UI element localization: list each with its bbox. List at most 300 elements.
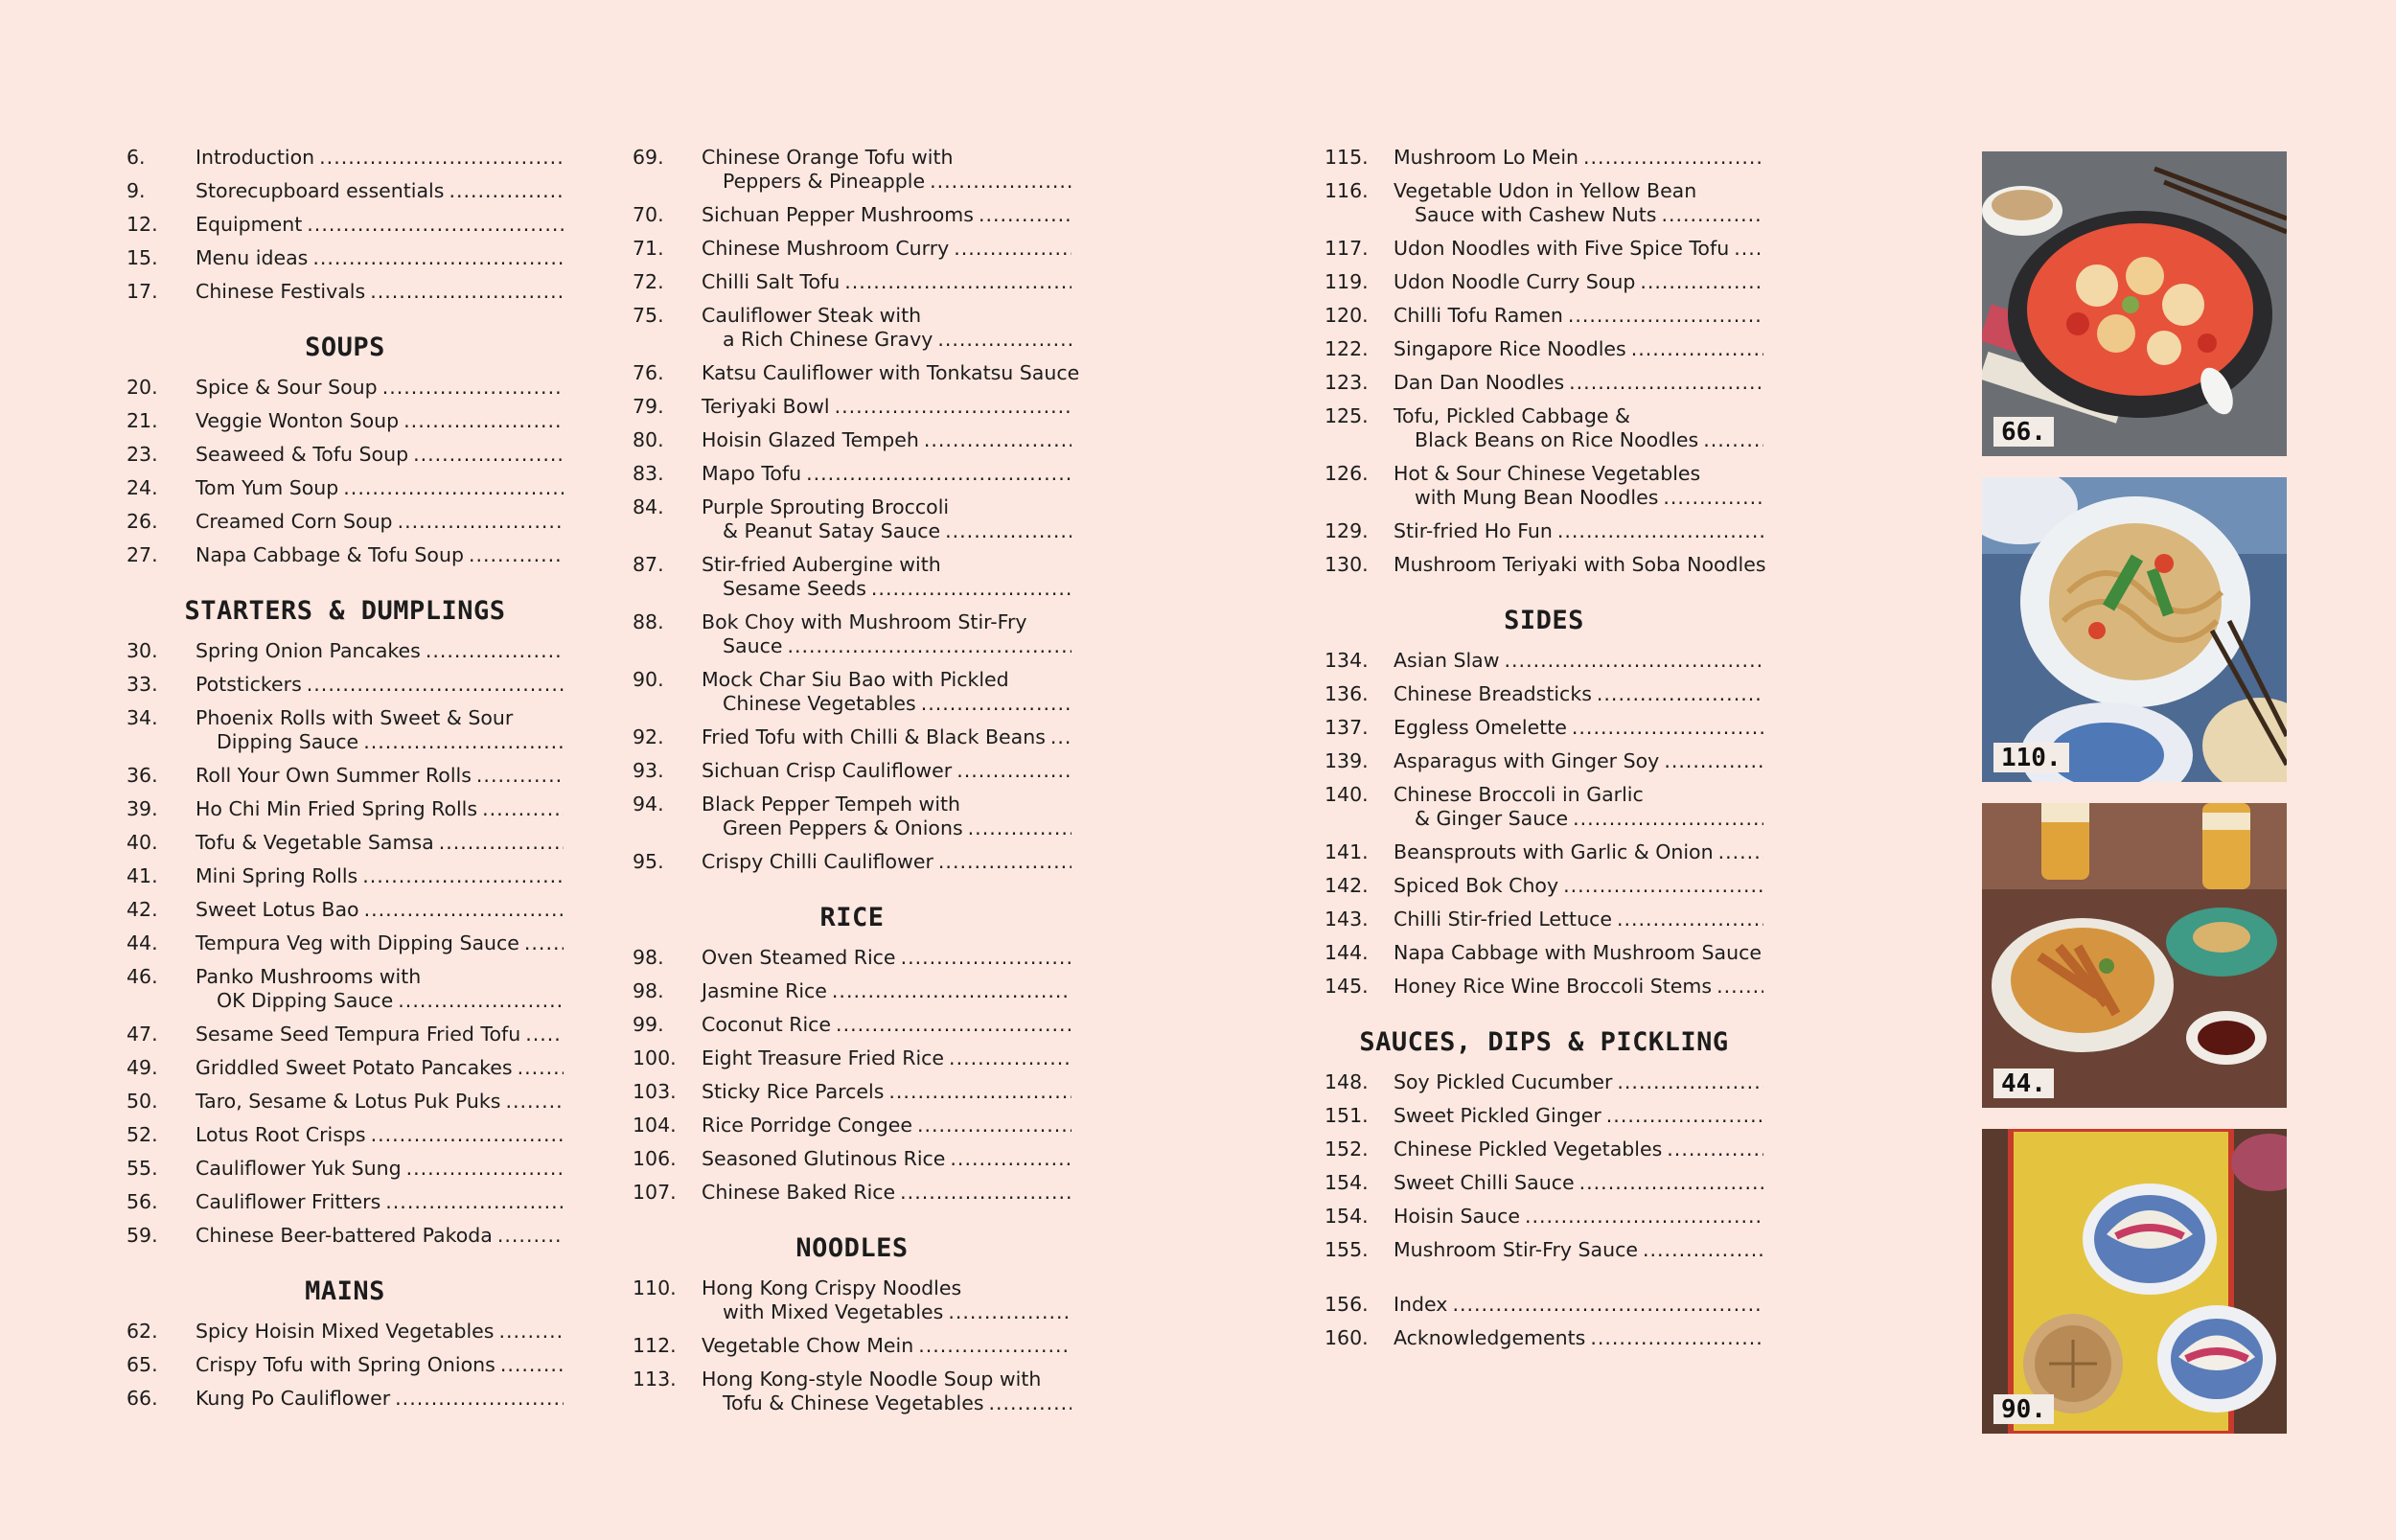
dot-leader xyxy=(901,946,1071,970)
toc-entry xyxy=(1325,404,1763,452)
dot-leader xyxy=(395,1387,564,1411)
toc-entry xyxy=(1325,270,1763,294)
dot-leader xyxy=(1617,1070,1763,1094)
entry-title: Jasmine Rice xyxy=(702,979,827,1002)
entry-title: Asparagus with Ginger Soy xyxy=(1394,749,1660,772)
dot-leader xyxy=(500,1353,564,1377)
entry-title: Sweet Lotus Bao xyxy=(196,898,359,921)
entry-title: Sichuan Crisp Cauliflower xyxy=(702,759,953,782)
sides-list xyxy=(1325,649,1763,999)
toc-entry xyxy=(633,668,1071,716)
page-number: 70. xyxy=(633,203,664,226)
page-number: 76. xyxy=(633,361,664,384)
page-number: 75. xyxy=(633,304,664,327)
entry-title: Tom Yum Soup xyxy=(196,476,339,499)
page-number: 145. xyxy=(1325,975,1369,998)
page-number: 142. xyxy=(1325,874,1369,897)
dot-leader xyxy=(918,1334,1071,1358)
entry-title: Chinese Breadsticks xyxy=(1394,682,1592,705)
page-number: 49. xyxy=(127,1056,158,1079)
entry-title: Chinese Orange Tofu with xyxy=(702,146,954,169)
entry-title: Spice & Sour Soup xyxy=(196,376,378,399)
entry-title: Ho Chi Min Fried Spring Rolls xyxy=(196,797,478,820)
tempura-beer-photo xyxy=(1982,803,2287,1108)
page-number: 110. xyxy=(633,1276,677,1299)
dot-leader xyxy=(449,179,564,203)
starters-list xyxy=(127,639,564,1248)
page-number: 126. xyxy=(1325,462,1369,485)
soups-list xyxy=(127,376,564,567)
page-number: 123. xyxy=(1325,371,1369,394)
page-number: 50. xyxy=(127,1090,158,1113)
toc-column-3 xyxy=(1325,146,1766,1360)
mains-continued-list xyxy=(633,146,1080,874)
rice-list xyxy=(633,946,1071,1205)
page-number: 148. xyxy=(1325,1070,1369,1093)
dot-leader xyxy=(871,577,1071,601)
dot-leader xyxy=(1640,270,1763,294)
page-number: 152. xyxy=(1325,1138,1369,1161)
dot-leader xyxy=(924,428,1071,452)
toc-entry xyxy=(633,462,1071,486)
page-number: 40. xyxy=(127,831,158,854)
dot-leader xyxy=(956,759,1071,783)
page-number: 41. xyxy=(127,864,158,887)
page-number: 23. xyxy=(127,443,158,466)
dot-leader xyxy=(1573,807,1763,831)
entry-title: Hot & Sour Chinese Vegetables xyxy=(1394,462,1701,485)
dot-leader xyxy=(343,476,564,500)
entry-title: Spicy Hoisin Mixed Vegetables xyxy=(196,1320,495,1343)
page-number: 117. xyxy=(1325,237,1369,260)
entry-title: OK Dipping Sauce xyxy=(217,989,394,1012)
toc-entry xyxy=(1325,1293,1763,1317)
page-number: 93. xyxy=(633,759,664,782)
dot-leader xyxy=(1661,203,1763,227)
toc-entry xyxy=(127,706,564,754)
entry-title: Vegetable Udon in Yellow Bean xyxy=(1394,179,1697,202)
toc-entry xyxy=(633,1334,1071,1358)
entry-title: Acknowledgements xyxy=(1394,1326,1586,1349)
toc-entry xyxy=(127,280,564,304)
page-number: 160. xyxy=(1325,1326,1369,1349)
page-number: 72. xyxy=(633,270,664,293)
dot-leader xyxy=(844,270,1071,294)
dot-leader xyxy=(1583,146,1763,170)
page-number: 33. xyxy=(127,673,158,696)
entry-title: Index xyxy=(1394,1293,1448,1316)
toc-entry xyxy=(127,179,564,203)
toc-entry xyxy=(1325,553,1766,577)
entry-title: Menu ideas xyxy=(196,246,309,269)
entry-title: Mini Spring Rolls xyxy=(196,864,358,887)
page-number: 88. xyxy=(633,610,664,633)
page-number: 6. xyxy=(127,146,146,169)
entry-title: Seasoned Glutinous Rice xyxy=(702,1147,946,1170)
toc-entry xyxy=(633,428,1071,452)
entry-title: Introduction xyxy=(196,146,315,169)
toc-entry xyxy=(633,237,1071,261)
page-number: 71. xyxy=(633,237,664,260)
entry-title: Chilli Tofu Ramen xyxy=(1394,304,1563,327)
toc-entry xyxy=(633,1080,1071,1104)
dot-leader xyxy=(1718,840,1763,864)
toc-entry xyxy=(633,1046,1071,1070)
entry-title: Katsu Cauliflower with Tonkatsu Sauce xyxy=(702,361,1080,384)
toc-entry xyxy=(633,759,1071,783)
entry-title: Green Peppers & Onions xyxy=(723,816,963,839)
section-heading-sauces: SAUCES, DIPS & PICKLING xyxy=(1359,1027,1729,1057)
page-number: 83. xyxy=(633,462,664,485)
toc-entry xyxy=(127,639,564,663)
toc-entry xyxy=(1325,1070,1763,1094)
toc-entry xyxy=(1325,462,1763,510)
dot-leader xyxy=(1643,1238,1763,1262)
entry-title: Honey Rice Wine Broccoli Stems xyxy=(1394,975,1713,998)
dot-leader xyxy=(1557,519,1763,543)
page-number: 66. xyxy=(127,1387,158,1410)
toc-entry xyxy=(633,1114,1071,1138)
dot-leader xyxy=(1452,1293,1763,1317)
page-number: 9. xyxy=(127,179,146,202)
page-number: 65. xyxy=(127,1353,158,1376)
entry-title: Sauce with Cashew Nuts xyxy=(1415,203,1657,226)
entry-title: Chinese Beer-battered Pakoda xyxy=(196,1224,493,1247)
dot-leader xyxy=(482,797,564,821)
page-number: 104. xyxy=(633,1114,677,1137)
entry-title: Griddled Sweet Potato Pancakes xyxy=(196,1056,513,1079)
dot-leader xyxy=(888,1080,1071,1104)
toc-entry xyxy=(633,979,1071,1003)
page-number: 151. xyxy=(1325,1104,1369,1127)
toc-entry xyxy=(127,510,564,534)
toc-entry xyxy=(1325,519,1763,543)
entry-title: Chinese Broccoli in Garlic xyxy=(1394,783,1644,806)
entry-title: Spring Onion Pancakes xyxy=(196,639,421,662)
toc-entry xyxy=(1325,1171,1763,1195)
toc-entry xyxy=(633,146,1071,194)
toc-entry xyxy=(127,246,564,270)
page-number: 119. xyxy=(1325,270,1369,293)
entry-title: Mapo Tofu xyxy=(702,462,802,485)
page-number: 100. xyxy=(633,1046,677,1069)
toc-entry xyxy=(1325,783,1763,831)
toc-entry xyxy=(633,1147,1071,1171)
entry-title: & Peanut Satay Sauce xyxy=(723,519,941,542)
toc-entry xyxy=(633,304,1071,352)
entry-title: Udon Noodles with Five Spice Tofu xyxy=(1394,237,1730,260)
entry-title: Tofu & Chinese Vegetables xyxy=(723,1391,984,1414)
entry-title: Chinese Vegetables xyxy=(723,692,916,715)
dot-leader xyxy=(385,1190,564,1214)
entry-title: Eight Treasure Fried Rice xyxy=(702,1046,945,1069)
page-number: 106. xyxy=(633,1147,677,1170)
dot-leader xyxy=(989,1391,1072,1415)
dot-leader xyxy=(979,203,1071,227)
section-gap xyxy=(1325,1272,1763,1293)
toc-entry xyxy=(633,270,1071,294)
entry-title: Chinese Festivals xyxy=(196,280,366,303)
page-number: 141. xyxy=(1325,840,1369,863)
dot-leader xyxy=(949,1046,1071,1070)
entry-title: Hoisin Sauce xyxy=(1394,1205,1520,1228)
page-number: 107. xyxy=(633,1181,677,1204)
entry-title: Lotus Root Crisps xyxy=(196,1123,366,1146)
entry-title: Chinese Baked Rice xyxy=(702,1181,896,1204)
dot-leader xyxy=(498,1320,564,1344)
dot-leader xyxy=(948,1300,1071,1324)
toc-entry xyxy=(127,443,564,467)
dot-leader xyxy=(1525,1205,1763,1229)
page-number: 139. xyxy=(1325,749,1369,772)
dot-leader xyxy=(1703,428,1763,452)
entry-title: Udon Noodle Curry Soup xyxy=(1394,270,1636,293)
page-number: 27. xyxy=(127,543,158,566)
toc-entry xyxy=(1325,749,1763,773)
toc-entry xyxy=(127,1056,564,1080)
dot-leader xyxy=(954,237,1071,261)
toc-entry xyxy=(1325,716,1763,740)
entry-title: Panko Mushrooms with xyxy=(196,965,422,988)
toc-entry xyxy=(127,146,564,170)
toc-entry xyxy=(633,1181,1071,1205)
dot-leader xyxy=(406,1157,564,1181)
toc-entry xyxy=(127,965,564,1013)
entry-title: Coconut Rice xyxy=(702,1013,832,1036)
entry-title: Veggie Wonton Soup xyxy=(196,409,400,432)
entry-title: Asian Slaw xyxy=(1394,649,1500,672)
entry-title: Chilli Salt Tofu xyxy=(702,270,841,293)
toc-column-2 xyxy=(633,146,1080,1425)
section-heading-soups: SOUPS xyxy=(305,333,385,362)
wok-cauliflower-photo xyxy=(1982,151,2287,456)
entry-title: Chinese Pickled Vegetables xyxy=(1394,1138,1663,1161)
section-heading-starters: STARTERS & DUMPLINGS xyxy=(184,596,506,626)
toc-entry xyxy=(127,409,564,433)
frontmatter-list xyxy=(127,146,564,304)
section-heading-sides: SIDES xyxy=(1504,606,1584,635)
toc-entry xyxy=(633,725,1071,749)
toc-entry xyxy=(1325,908,1763,931)
dot-leader xyxy=(787,634,1071,658)
dot-leader xyxy=(1050,725,1071,749)
toc-entry xyxy=(1325,649,1763,673)
dot-leader xyxy=(1667,1138,1763,1161)
entry-title: Rice Porridge Congee xyxy=(702,1114,912,1137)
page-number: 47. xyxy=(127,1023,158,1046)
page-number: 87. xyxy=(633,553,664,576)
dot-leader xyxy=(505,1090,564,1114)
toc-entry xyxy=(1325,874,1763,898)
entry-title: Singapore Rice Noodles xyxy=(1394,337,1626,360)
toc-entry xyxy=(633,395,1071,419)
entry-title: Peppers & Pineapple xyxy=(723,170,926,193)
dot-leader xyxy=(319,146,564,170)
dot-leader xyxy=(921,692,1071,716)
toc-entry xyxy=(127,764,564,788)
page-number: 92. xyxy=(633,725,664,748)
toc-entry xyxy=(1325,682,1763,706)
entry-title: Hoisin Glazed Tempeh xyxy=(702,428,919,451)
page-number: 140. xyxy=(1325,783,1369,806)
entry-title: Stir-fried Ho Fun xyxy=(1394,519,1553,542)
page-number: 21. xyxy=(127,409,158,432)
entry-title: Sweet Chilli Sauce xyxy=(1394,1171,1575,1194)
dot-leader xyxy=(439,831,564,855)
entry-title: Mushroom Stir-Fry Sauce xyxy=(1394,1238,1638,1261)
toc-entry xyxy=(127,1353,564,1377)
dot-leader xyxy=(950,1147,1071,1171)
dot-leader xyxy=(398,989,564,1013)
entry-title: Mock Char Siu Bao with Pickled xyxy=(702,668,1009,691)
dot-leader xyxy=(307,213,564,237)
sauces-list xyxy=(1325,1070,1763,1262)
dot-leader xyxy=(426,639,564,663)
entry-title: Cauliflower Fritters xyxy=(196,1190,381,1213)
dot-leader xyxy=(930,170,1071,194)
dot-leader xyxy=(1579,1171,1763,1195)
page-number: 46. xyxy=(127,965,158,988)
dot-leader xyxy=(1568,304,1763,328)
entry-title: Crispy Tofu with Spring Onions xyxy=(196,1353,495,1376)
toc-entry xyxy=(1325,1326,1763,1350)
toc-entry xyxy=(127,673,564,697)
page-number: 122. xyxy=(1325,337,1369,360)
dot-leader xyxy=(363,730,564,754)
entry-title: Sticky Rice Parcels xyxy=(702,1080,885,1103)
toc-entry xyxy=(127,1320,564,1344)
dot-leader xyxy=(1663,486,1763,510)
page-number: 15. xyxy=(127,246,158,269)
dot-leader xyxy=(1664,749,1763,773)
page-number: 56. xyxy=(127,1190,158,1213)
entry-title: with Mixed Vegetables xyxy=(723,1300,944,1323)
section-heading-mains: MAINS xyxy=(305,1276,385,1306)
page-number: 116. xyxy=(1325,179,1369,202)
toc-entry xyxy=(1325,146,1763,170)
entry-title: Vegetable Chow Mein xyxy=(702,1334,914,1357)
section-heading-rice: RICE xyxy=(819,903,885,932)
toc-entry xyxy=(127,1157,564,1181)
page-number: 98. xyxy=(633,946,664,969)
dot-leader xyxy=(806,462,1071,486)
toc-entry xyxy=(633,793,1071,840)
page-number: 20. xyxy=(127,376,158,399)
toc-entry xyxy=(1325,304,1763,328)
toc-entry xyxy=(1325,1238,1763,1262)
dot-leader xyxy=(398,510,564,534)
toc-entry xyxy=(1325,975,1763,999)
toc-entry xyxy=(1325,337,1763,361)
dot-leader xyxy=(968,816,1071,840)
page-number: 17. xyxy=(127,280,158,303)
page-number: 95. xyxy=(633,850,664,873)
page-number: 125. xyxy=(1325,404,1369,427)
dot-leader xyxy=(1606,1104,1763,1128)
page-number: 112. xyxy=(633,1334,677,1357)
entry-title: Soy Pickled Cucumber xyxy=(1394,1070,1613,1093)
page-number: 120. xyxy=(1325,304,1369,327)
toc-entry xyxy=(633,1368,1071,1415)
page-number: 59. xyxy=(127,1224,158,1247)
dot-leader xyxy=(525,1023,564,1046)
entry-title: Hong Kong-style Noodle Soup with xyxy=(702,1368,1042,1391)
entry-title: Dan Dan Noodles xyxy=(1394,371,1565,394)
entry-title: Sweet Pickled Ginger xyxy=(1394,1104,1601,1127)
entry-title: Purple Sprouting Broccoli xyxy=(702,495,950,518)
entry-title: Hong Kong Crispy Noodles xyxy=(702,1276,962,1299)
page-number: 154. xyxy=(1325,1205,1369,1228)
page-number: 115. xyxy=(1325,146,1369,169)
entry-title: Equipment xyxy=(196,213,303,236)
dot-leader xyxy=(900,1181,1071,1205)
entry-title: Beansprouts with Garlic & Onion xyxy=(1394,840,1714,863)
page-number: 39. xyxy=(127,797,158,820)
photo-page-label: 66. xyxy=(1993,417,2054,447)
page-number: 99. xyxy=(633,1013,664,1036)
toc-entry xyxy=(127,864,564,888)
photo-page-label: 90. xyxy=(1993,1394,2054,1424)
page-number: 12. xyxy=(127,213,158,236)
entry-title: Teriyaki Bowl xyxy=(702,395,830,418)
entry-title: Oven Steamed Rice xyxy=(702,946,896,969)
dot-leader xyxy=(1716,975,1763,999)
dot-leader xyxy=(312,246,564,270)
page-number: 155. xyxy=(1325,1238,1369,1261)
page-number: 103. xyxy=(633,1080,677,1103)
dot-leader xyxy=(524,931,564,955)
toc-entry xyxy=(1325,1205,1763,1229)
dot-leader xyxy=(1505,649,1763,673)
entry-title: Eggless Omelette xyxy=(1394,716,1567,739)
entry-title: Black Beans on Rice Noodles xyxy=(1415,428,1699,451)
entry-title: Tofu, Pickled Cabbage & xyxy=(1394,404,1631,427)
toc-entry xyxy=(127,1224,564,1248)
entry-title: Stir-fried Aubergine with xyxy=(702,553,941,576)
noodle-plate-photo xyxy=(1982,477,2287,782)
entry-title: Dipping Sauce xyxy=(217,730,359,753)
entry-title: Fried Tofu with Chilli & Black Beans xyxy=(702,725,1046,748)
toc-entry xyxy=(1325,179,1763,227)
backmatter-list xyxy=(1325,1293,1763,1350)
entry-title: Roll Your Own Summer Rolls xyxy=(196,764,472,787)
noodles-list xyxy=(633,1276,1071,1415)
toc-entry xyxy=(127,376,564,400)
entry-title: Napa Cabbage with Mushroom Sauce xyxy=(1394,941,1762,964)
entry-title: Sichuan Pepper Mushrooms xyxy=(702,203,974,226)
toc-entry xyxy=(1325,1138,1763,1161)
entry-title: Sesame Seeds xyxy=(723,577,866,600)
dot-leader xyxy=(518,1056,564,1080)
page-number: 36. xyxy=(127,764,158,787)
toc-entry xyxy=(633,1276,1071,1324)
toc-entry xyxy=(127,543,564,567)
dot-leader xyxy=(1617,908,1763,931)
entry-title: Sauce xyxy=(723,634,783,657)
entry-title: Potstickers xyxy=(196,673,302,696)
toc-entry xyxy=(127,898,564,922)
dot-leader xyxy=(403,409,564,433)
page-number: 80. xyxy=(633,428,664,451)
entry-title: Creamed Corn Soup xyxy=(196,510,393,533)
noodles-continued-list xyxy=(1325,146,1766,577)
toc-entry xyxy=(1325,237,1763,261)
dot-leader xyxy=(1569,371,1763,395)
dot-leader xyxy=(938,850,1071,874)
entry-title: Sesame Seed Tempura Fried Tofu xyxy=(196,1023,521,1046)
toc-entry xyxy=(127,797,564,821)
page-number: 42. xyxy=(127,898,158,921)
